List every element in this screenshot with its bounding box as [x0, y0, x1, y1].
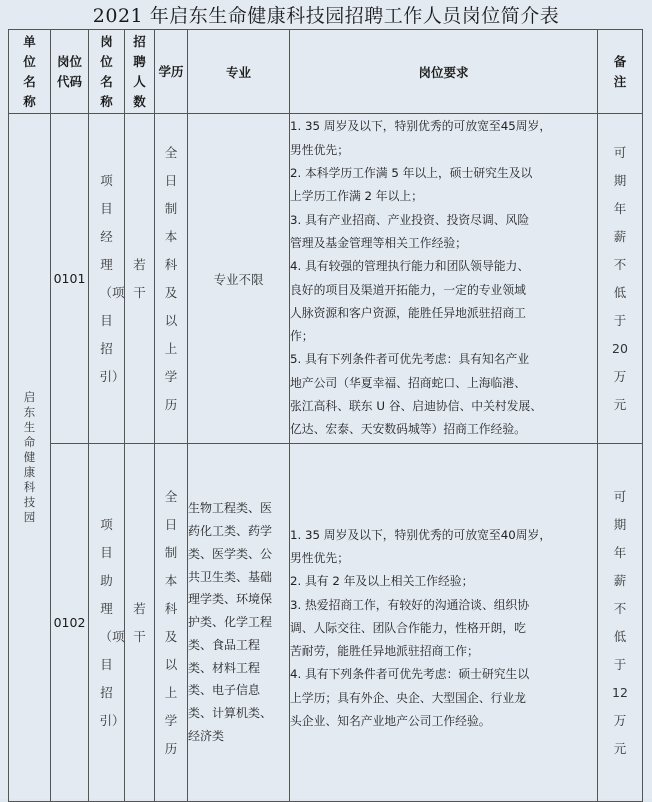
- post-name-cell: 项目助理（项目招引）: [89, 444, 125, 802]
- headcount-cell: 若干: [125, 444, 155, 802]
- major-line: 经济类: [188, 729, 225, 744]
- major-line: 理学类、环境保: [188, 592, 273, 607]
- requirement-line: 4. 具有较强的管理执行能力和团队领导能力、: [290, 259, 530, 274]
- remarks-cell: 可期年薪不低于20万元: [598, 114, 643, 444]
- requirement-line: 5. 具有下列条件者可优先考虑：具有知名产业: [290, 352, 530, 367]
- major-line: 类、材料工程: [188, 660, 261, 675]
- requirement-line: 管理及基金管理等相关工作经验；: [290, 235, 467, 250]
- requirement-line: 人脉资源和客户资源，能胜任异地派驻招商工: [290, 305, 526, 320]
- requirement-line: 地产公司（华夏幸福、招商蛇口、上海临港、: [290, 375, 526, 390]
- major-line: 药化工类、药学: [188, 523, 273, 538]
- requirement-line: 2. 本科学历工作满 5 年以上，硕士研究生及以: [290, 166, 533, 181]
- major-line: 生物工程类、医: [188, 501, 273, 516]
- post-code-cell: 0101: [51, 114, 89, 444]
- major-line: 护类、化学工程: [188, 615, 273, 630]
- table-row: [9, 444, 643, 802]
- requirement-line: 3. 具有产业招商、产业投资、投资尽调、风险: [290, 212, 530, 227]
- page-title: 2021 年启东生命健康科技园招聘工作人员岗位简介表: [92, 5, 560, 27]
- requirement-line: 男性优先；: [290, 550, 349, 565]
- header-post-code: 岗位代码: [51, 30, 89, 114]
- requirement-line: 头企业、知名产业地产公司工作经验。: [290, 714, 491, 729]
- requirement-line: 上学历工作满 2 年以上；: [290, 189, 423, 204]
- header-post-name: 岗位名称: [89, 30, 125, 114]
- requirement-line: 上学历；具有外企、央企、大型国企、行业龙: [290, 690, 526, 705]
- header-education: 学历: [155, 30, 188, 114]
- post-code-cell: 0102: [51, 444, 89, 802]
- requirement-line: 1. 35 周岁及以下，特别优秀的可放宽至40周岁，: [290, 527, 552, 542]
- post-name-cell: 项目经理（项目招引）: [89, 114, 125, 444]
- requirement-line: 良好的项目及渠道开拓能力，一定的专业领域: [290, 282, 526, 297]
- table-row: [9, 114, 643, 444]
- unit-name-cell: 启东生命健康科技园: [9, 114, 51, 802]
- requirement-line: 4. 具有下列条件者可优先考虑：硕士研究生以: [290, 667, 530, 682]
- requirement-line: 苦耐劳，能胜任异地派驻招商工作；: [290, 644, 479, 659]
- major-line: 类、电子信息: [188, 683, 261, 698]
- requirement-line: 3. 热爱招商工作，有较好的沟通洽谈、组织协: [290, 597, 530, 612]
- requirement-line: 调、人际交往、团队合作能力，性格开朗，吃: [290, 620, 526, 635]
- headcount-cell: 若干: [125, 114, 155, 444]
- requirement-line: 作；: [290, 329, 314, 344]
- job-table: [8, 29, 643, 802]
- major-cell: 专业不限: [188, 114, 290, 444]
- major-line: 类、食品工程: [188, 637, 261, 652]
- requirement-line: 2. 具有 2 年及以上相关工作经验；: [290, 574, 474, 589]
- header-remarks: 备注: [598, 30, 643, 114]
- header-requirements: 岗位要求: [290, 30, 598, 114]
- header-unit-name: 单位名称: [9, 30, 51, 114]
- remarks-cell: 可期年薪不低于12万元: [598, 444, 643, 802]
- requirement-line: 张江高科、联东 U 谷、启迪协信、中关村发展、: [290, 398, 543, 413]
- header-major: 专业: [188, 30, 290, 114]
- requirement-line: 男性优先；: [290, 142, 349, 157]
- requirement-line: 1. 35 周岁及以下，特别优秀的可放宽至45周岁，: [290, 119, 552, 134]
- major-line: 类、医学类、公: [188, 546, 273, 561]
- requirements-cell: [290, 444, 598, 802]
- education-cell: 全日制本科及以上学历: [155, 444, 188, 802]
- header-headcount: 招聘人数: [125, 30, 155, 114]
- major-line: 共卫生类、基础: [188, 569, 273, 584]
- requirement-line: 亿达、宏泰、天安数码城等）招商工作经验。: [290, 422, 526, 437]
- major-line: 类、计算机类、: [188, 706, 273, 721]
- education-cell: 全日制本科及以上学历: [155, 114, 188, 444]
- major-cell: [188, 444, 290, 802]
- header-row: [9, 30, 643, 114]
- requirements-cell: [290, 114, 598, 444]
